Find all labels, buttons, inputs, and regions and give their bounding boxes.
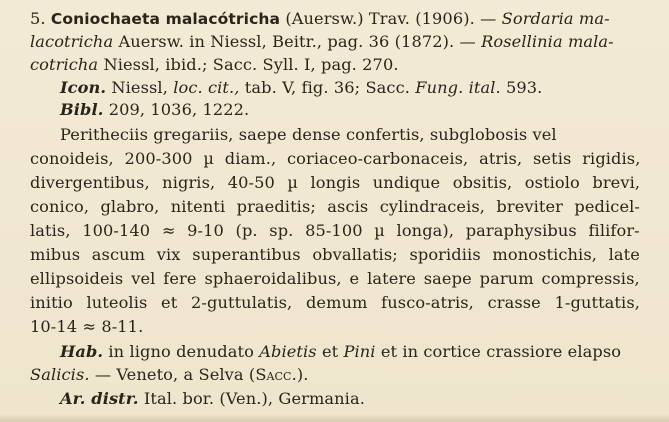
synonym-1-citation: Auersw. in Niessl, Beitr., pag. 36 (1872). —: [118, 32, 476, 51]
habitat-text: in ligno denudato: [108, 342, 254, 361]
description-line: mibus ascum vix superantibus obvallatis; sporidiis monostichis, late: [30, 245, 640, 264]
synonym-2-end: cotricha: [30, 55, 99, 74]
bibl-text: 209, 1036, 1222.: [108, 100, 250, 119]
page-edge-shadow: [0, 414, 669, 422]
habitat-collector: Sacc.: [255, 365, 297, 384]
icon-text-b: tab. V, fig. 36; Sacc.: [244, 78, 410, 97]
habitat-text: et in cortice crassiore elapso: [380, 342, 622, 361]
icon-line: [60, 77, 542, 99]
icon-loc-cit: loc. cit.,: [173, 78, 240, 97]
habitat-host-abietis: Abietis: [259, 342, 317, 361]
bibl-line: [60, 99, 249, 121]
icon-label: Icon.: [60, 78, 107, 97]
synonym-2-start: Rosellinia mala-: [481, 32, 614, 51]
entry-heading: [30, 8, 610, 30]
synonym-2-citation: Niessl, ibid.; Sacc. Syll. I, pag. 270.: [103, 55, 399, 74]
description-line: initio luteolis et 2-guttulatis, demum fusco-atris, crasse 1-guttatis,: [30, 293, 640, 312]
distribution-text: Ital. bor. (Ven.), Germania.: [143, 389, 365, 408]
distribution-line: [60, 388, 365, 410]
synonym-1-end: lacotricha: [30, 32, 114, 51]
habitat-text: — Veneto, a Selva (: [94, 365, 256, 384]
icon-text-a: Niessl,: [111, 78, 168, 97]
habitat-line-2: [30, 364, 309, 386]
icon-text-c: 593.: [505, 78, 543, 97]
habitat-label: Hab.: [60, 342, 104, 361]
description-line: 10-14 ≈ 8-11.: [30, 317, 144, 336]
description-line: conico, glabro, nitenti praeditis; ascis cylindraceis, breviter pedicel-: [30, 197, 640, 216]
icon-fung-ital: Fung. ital.: [415, 78, 501, 97]
entry-number: 5.: [30, 9, 46, 28]
species-name: Coniochaeta malacótricha: [50, 10, 281, 28]
synonym-1-start: Sordaria ma-: [501, 9, 610, 28]
entry-line-2: [30, 31, 614, 53]
entry-line-3: [30, 54, 399, 76]
description-line: ellipsoideis vel fere sphaeroidalibus, e latere saepe parum compressis,: [30, 269, 640, 288]
habitat-host-pini: Pini: [343, 342, 376, 361]
habitat-line: [60, 341, 621, 363]
description-line: divergentibus, nigris, 40-50 µ longis undique obsitis, ostiolo brevi,: [30, 173, 641, 192]
habitat-text: et: [321, 342, 339, 361]
description-line: conoideis, 200-300 µ diam., coriaceo-carbonaceis, atris, setis rigidis,: [30, 149, 641, 168]
habitat-host-salicis: Salicis.: [30, 365, 90, 384]
species-authority: (Auersw.) Trav. (1906). —: [285, 9, 497, 28]
description-line: latis, 100-140 ≈ 9-10 (p. sp. 85-100 µ longa), paraphysibus filifor-: [30, 221, 640, 240]
description-line: Peritheciis gregariis, saepe dense confertis, subglobosis vel: [60, 125, 557, 144]
distribution-label: Ar. distr.: [60, 389, 139, 408]
bibl-label: Bibl.: [60, 100, 104, 119]
habitat-text: ).: [296, 365, 309, 384]
